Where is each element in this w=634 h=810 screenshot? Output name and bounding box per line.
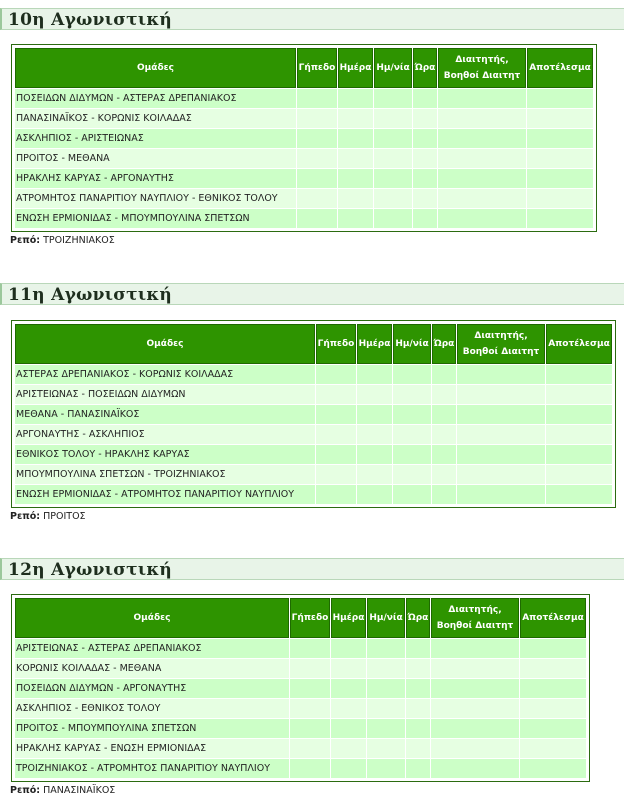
header-result: Αποτέλεσμα bbox=[546, 324, 612, 364]
venue-cell bbox=[290, 739, 330, 758]
result-cell bbox=[527, 189, 593, 208]
rest-label: Ρεπό: bbox=[10, 511, 41, 522]
venue-cell bbox=[297, 129, 337, 148]
day-cell bbox=[357, 425, 392, 444]
match-teams: ΜΠΟΥΜΠΟΥΛΙΝΑ ΣΠΕΤΣΩΝ - ΤΡΟΙΖΗΝΙΑΚΟΣ bbox=[15, 465, 315, 484]
venue-cell bbox=[297, 89, 337, 108]
header-referee-line1: Διαιτητής, bbox=[448, 605, 502, 615]
referees-cell bbox=[431, 699, 519, 718]
header-time: Ώρα bbox=[413, 48, 437, 88]
day-cell bbox=[331, 699, 366, 718]
day-cell bbox=[357, 365, 392, 384]
header-date: Ημ/νία bbox=[374, 48, 412, 88]
date-cell bbox=[367, 659, 405, 678]
referees-cell bbox=[457, 385, 545, 404]
time-cell bbox=[432, 485, 456, 504]
date-cell bbox=[374, 209, 412, 228]
day-cell bbox=[338, 129, 373, 148]
round-title: 10η Αγωνιστική bbox=[0, 8, 624, 30]
result-cell bbox=[546, 445, 612, 464]
day-cell bbox=[331, 739, 366, 758]
fixtures-table bbox=[11, 44, 597, 232]
day-cell bbox=[331, 639, 366, 658]
date-cell bbox=[393, 445, 431, 464]
header-venue: Γήπεδο bbox=[290, 598, 330, 638]
header-referee-line2: Βοηθοί Διαιτητ bbox=[462, 347, 540, 357]
time-cell bbox=[413, 149, 437, 168]
time-cell bbox=[432, 445, 456, 464]
time-cell bbox=[406, 699, 430, 718]
venue-cell bbox=[290, 639, 330, 658]
result-cell bbox=[546, 365, 612, 384]
header-referees bbox=[438, 48, 526, 88]
header-referee-line2: Βοηθοί Διαιτητ bbox=[436, 621, 514, 631]
header-teams: Ομάδες bbox=[15, 48, 296, 88]
table-row bbox=[15, 425, 612, 444]
referees-cell bbox=[457, 365, 545, 384]
header-referees bbox=[431, 598, 519, 638]
venue-cell bbox=[316, 485, 356, 504]
table-row bbox=[15, 719, 586, 738]
date-cell bbox=[393, 385, 431, 404]
venue-cell bbox=[297, 189, 337, 208]
result-cell bbox=[546, 405, 612, 424]
venue-cell bbox=[297, 169, 337, 188]
time-cell bbox=[406, 719, 430, 738]
table-row bbox=[15, 209, 593, 228]
result-cell bbox=[520, 659, 586, 678]
header-referee-line1: Διαιτητής, bbox=[455, 55, 509, 65]
time-cell bbox=[432, 405, 456, 424]
match-teams: ΗΡΑΚΛΗΣ ΚΑΡΥΑΣ - ΑΡΓΟΝΑΥΤΗΣ bbox=[15, 169, 296, 188]
time-cell bbox=[413, 169, 437, 188]
match-teams: ΑΡΓΟΝΑΥΤΗΣ - ΑΣΚΛΗΠΙΟΣ bbox=[15, 425, 315, 444]
date-cell bbox=[367, 639, 405, 658]
venue-cell bbox=[316, 405, 356, 424]
table-row bbox=[15, 659, 586, 678]
match-teams: ΠΟΣΕΙΔΩΝ ΔΙΔΥΜΩΝ - ΑΡΓΟΝΑΥΤΗΣ bbox=[15, 679, 289, 698]
referees-cell bbox=[431, 719, 519, 738]
date-cell bbox=[393, 365, 431, 384]
header-date: Ημ/νία bbox=[367, 598, 405, 638]
match-teams: ΑΡΙΣΤΕΙΩΝΑΣ - ΑΣΤΕΡΑΣ ΔΡΕΠΑΝΙΑΚΟΣ bbox=[15, 639, 289, 658]
day-cell bbox=[338, 189, 373, 208]
match-teams: ΗΡΑΚΛΗΣ ΚΑΡΥΑΣ - ΕΝΩΣΗ ΕΡΜΙΟΝΙΔΑΣ bbox=[15, 739, 289, 758]
day-cell bbox=[331, 759, 366, 778]
table-row bbox=[15, 169, 593, 188]
header-day: Ημέρα bbox=[357, 324, 392, 364]
match-teams: ΑΣΤΕΡΑΣ ΔΡΕΠΑΝΙΑΚΟΣ - ΚΟΡΩΝΙΣ ΚΟΙΛΑΔΑΣ bbox=[15, 365, 315, 384]
match-teams: ΠΑΝΑΣΙΝΑΪΚΟΣ - ΚΟΡΩΝΙΣ ΚΟΙΛΑΔΑΣ bbox=[15, 109, 296, 128]
table-row bbox=[15, 465, 612, 484]
header-time: Ώρα bbox=[432, 324, 456, 364]
time-cell bbox=[432, 425, 456, 444]
day-cell bbox=[357, 405, 392, 424]
time-cell bbox=[413, 129, 437, 148]
match-teams: ΑΤΡΟΜΗΤΟΣ ΠΑΝΑΡΙΤΙΟΥ ΝΑΥΠΛΙΟΥ - ΕΘΝΙΚΟΣ ΤΟΛΟΥ bbox=[15, 189, 296, 208]
match-teams: ΑΣΚΛΗΠΙΟΣ - ΑΡΙΣΤΕΙΩΝΑΣ bbox=[15, 129, 296, 148]
venue-cell bbox=[290, 699, 330, 718]
match-teams: ΑΡΙΣΤΕΙΩΝΑΣ - ΠΟΣΕΙΔΩΝ ΔΙΔΥΜΩΝ bbox=[15, 385, 315, 404]
referees-cell bbox=[431, 759, 519, 778]
header-venue: Γήπεδο bbox=[316, 324, 356, 364]
rest-team-name: ΠΑΝΑΣΙΝΑΪΚΟΣ bbox=[43, 785, 116, 796]
time-cell bbox=[406, 659, 430, 678]
time-cell bbox=[413, 189, 437, 208]
referees-cell bbox=[457, 465, 545, 484]
time-cell bbox=[406, 759, 430, 778]
venue-cell bbox=[316, 425, 356, 444]
referees-cell bbox=[438, 89, 526, 108]
table-row bbox=[15, 89, 593, 108]
venue-cell bbox=[290, 759, 330, 778]
venue-cell bbox=[316, 445, 356, 464]
result-cell bbox=[527, 169, 593, 188]
table-header-row bbox=[15, 598, 586, 638]
date-cell bbox=[374, 109, 412, 128]
table-header-row bbox=[15, 324, 612, 364]
venue-cell bbox=[316, 365, 356, 384]
day-cell bbox=[331, 719, 366, 738]
match-teams: ΠΡΟΙΤΟΣ - ΜΠΟΥΜΠΟΥΛΙΝΑ ΣΠΕΤΣΩΝ bbox=[15, 719, 289, 738]
venue-cell bbox=[316, 465, 356, 484]
result-cell bbox=[546, 425, 612, 444]
date-cell bbox=[393, 485, 431, 504]
rest-label: Ρεπό: bbox=[10, 785, 41, 796]
table-row bbox=[15, 639, 586, 658]
table-row bbox=[15, 365, 612, 384]
referees-cell bbox=[438, 129, 526, 148]
time-cell bbox=[406, 739, 430, 758]
time-cell bbox=[432, 365, 456, 384]
date-cell bbox=[374, 129, 412, 148]
match-teams: ΑΣΚΛΗΠΙΟΣ - ΕΘΝΙΚΟΣ ΤΟΛΟΥ bbox=[15, 699, 289, 718]
table-row bbox=[15, 679, 586, 698]
result-cell bbox=[520, 759, 586, 778]
result-cell bbox=[527, 209, 593, 228]
day-cell bbox=[331, 679, 366, 698]
referees-cell bbox=[438, 109, 526, 128]
match-teams: ΕΘΝΙΚΟΣ ΤΟΛΟΥ - ΗΡΑΚΛΗΣ ΚΑΡΥΑΣ bbox=[15, 445, 315, 464]
date-cell bbox=[374, 169, 412, 188]
day-cell bbox=[338, 89, 373, 108]
time-cell bbox=[432, 385, 456, 404]
table-row bbox=[15, 189, 593, 208]
time-cell bbox=[413, 89, 437, 108]
header-referees bbox=[457, 324, 545, 364]
header-day: Ημέρα bbox=[338, 48, 373, 88]
header-teams: Ομάδες bbox=[15, 324, 315, 364]
date-cell bbox=[393, 465, 431, 484]
header-venue: Γήπεδο bbox=[297, 48, 337, 88]
date-cell bbox=[367, 739, 405, 758]
result-cell bbox=[527, 149, 593, 168]
result-cell bbox=[520, 699, 586, 718]
referees-cell bbox=[438, 149, 526, 168]
table-row bbox=[15, 149, 593, 168]
result-cell bbox=[527, 129, 593, 148]
result-cell bbox=[520, 739, 586, 758]
result-cell bbox=[546, 385, 612, 404]
header-day: Ημέρα bbox=[331, 598, 366, 638]
referees-cell bbox=[457, 445, 545, 464]
venue-cell bbox=[290, 719, 330, 738]
day-cell bbox=[338, 109, 373, 128]
match-teams: ΚΟΡΩΝΙΣ ΚΟΙΛΑΔΑΣ - ΜΕΘΑΝΑ bbox=[15, 659, 289, 678]
table-row bbox=[15, 699, 586, 718]
rest-team-name: ΤΡΟΙΖΗΝΙΑΚΟΣ bbox=[43, 235, 115, 246]
rest-team bbox=[10, 511, 86, 522]
table-row bbox=[15, 759, 586, 778]
referees-cell bbox=[438, 209, 526, 228]
referees-cell bbox=[457, 425, 545, 444]
referees-cell bbox=[431, 679, 519, 698]
rest-team bbox=[10, 235, 115, 246]
rest-team-name: ΠΡΟΙΤΟΣ bbox=[43, 511, 86, 522]
table-row bbox=[15, 445, 612, 464]
table-row bbox=[15, 739, 586, 758]
day-cell bbox=[338, 149, 373, 168]
time-cell bbox=[413, 109, 437, 128]
referees-cell bbox=[431, 639, 519, 658]
fixtures-table bbox=[11, 320, 616, 508]
day-cell bbox=[357, 485, 392, 504]
match-teams: ΕΝΩΣΗ ΕΡΜΙΟΝΙΔΑΣ - ΜΠΟΥΜΠΟΥΛΙΝΑ ΣΠΕΤΣΩΝ bbox=[15, 209, 296, 228]
day-cell bbox=[357, 385, 392, 404]
referees-cell bbox=[438, 189, 526, 208]
match-teams: ΠΟΣΕΙΔΩΝ ΔΙΔΥΜΩΝ - ΑΣΤΕΡΑΣ ΔΡΕΠΑΝΙΑΚΟΣ bbox=[15, 89, 296, 108]
header-date: Ημ/νία bbox=[393, 324, 431, 364]
table-row bbox=[15, 485, 612, 504]
time-cell bbox=[413, 209, 437, 228]
rest-team bbox=[10, 785, 115, 796]
venue-cell bbox=[297, 109, 337, 128]
date-cell bbox=[393, 425, 431, 444]
day-cell bbox=[357, 465, 392, 484]
rest-label: Ρεπό: bbox=[10, 235, 41, 246]
day-cell bbox=[338, 209, 373, 228]
date-cell bbox=[367, 679, 405, 698]
day-cell bbox=[357, 445, 392, 464]
result-cell bbox=[527, 89, 593, 108]
referees-cell bbox=[431, 659, 519, 678]
date-cell bbox=[367, 699, 405, 718]
header-teams: Ομάδες bbox=[15, 598, 289, 638]
referees-cell bbox=[457, 405, 545, 424]
match-teams: ΠΡΟΙΤΟΣ - ΜΕΘΑΝΑ bbox=[15, 149, 296, 168]
venue-cell bbox=[316, 385, 356, 404]
match-teams: ΤΡΟΙΖΗΝΙΑΚΟΣ - ΑΤΡΟΜΗΤΟΣ ΠΑΝΑΡΙΤΙΟΥ ΝΑΥΠΛΙΟΥ bbox=[15, 759, 289, 778]
result-cell bbox=[520, 639, 586, 658]
match-teams: ΜΕΘΑΝΑ - ΠΑΝΑΣΙΝΑΪΚΟΣ bbox=[15, 405, 315, 424]
result-cell bbox=[520, 679, 586, 698]
date-cell bbox=[367, 719, 405, 738]
day-cell bbox=[338, 169, 373, 188]
table-header-row bbox=[15, 48, 593, 88]
date-cell bbox=[374, 149, 412, 168]
referees-cell bbox=[438, 169, 526, 188]
venue-cell bbox=[290, 659, 330, 678]
referees-cell bbox=[431, 739, 519, 758]
table-row bbox=[15, 385, 612, 404]
day-cell bbox=[331, 659, 366, 678]
header-result: Αποτέλεσμα bbox=[527, 48, 593, 88]
time-cell bbox=[432, 465, 456, 484]
referees-cell bbox=[457, 485, 545, 504]
date-cell bbox=[367, 759, 405, 778]
round-title: 11η Αγωνιστική bbox=[0, 283, 624, 305]
table-row bbox=[15, 109, 593, 128]
time-cell bbox=[406, 679, 430, 698]
venue-cell bbox=[297, 209, 337, 228]
result-cell bbox=[527, 109, 593, 128]
time-cell bbox=[406, 639, 430, 658]
result-cell bbox=[546, 485, 612, 504]
venue-cell bbox=[290, 679, 330, 698]
date-cell bbox=[374, 89, 412, 108]
match-teams: ΕΝΩΣΗ ΕΡΜΙΟΝΙΔΑΣ - ΑΤΡΟΜΗΤΟΣ ΠΑΝΑΡΙΤΙΟΥ ΝΑΥΠΛΙΟΥ bbox=[15, 485, 315, 504]
venue-cell bbox=[297, 149, 337, 168]
header-referee-line1: Διαιτητής, bbox=[474, 331, 528, 341]
header-referee-line2: Βοηθοί Διαιτητ bbox=[443, 71, 521, 81]
table-row bbox=[15, 129, 593, 148]
date-cell bbox=[393, 405, 431, 424]
header-time: Ώρα bbox=[406, 598, 430, 638]
fixtures-table bbox=[11, 594, 590, 782]
result-cell bbox=[546, 465, 612, 484]
header-result: Αποτέλεσμα bbox=[520, 598, 586, 638]
round-title: 12η Αγωνιστική bbox=[0, 558, 624, 580]
date-cell bbox=[374, 189, 412, 208]
result-cell bbox=[520, 719, 586, 738]
table-row bbox=[15, 405, 612, 424]
